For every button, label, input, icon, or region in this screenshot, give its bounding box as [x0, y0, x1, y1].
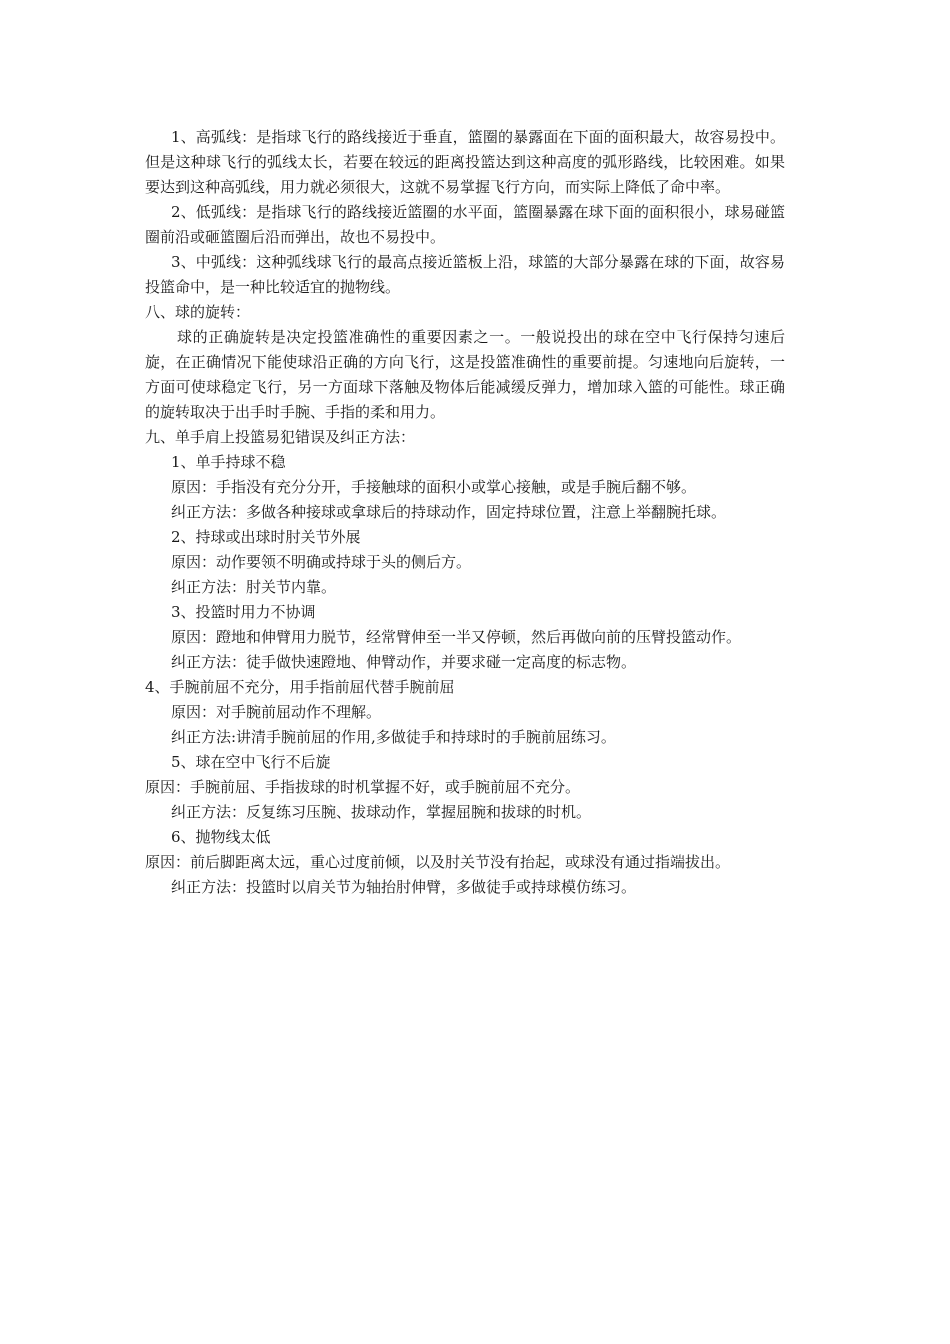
- error-item-fix: 纠正方法：肘关节内靠。: [171, 578, 337, 596]
- error-item-cause: 原因：对手腕前屈动作不理解。: [171, 703, 382, 721]
- error-item-fix: 纠正方法：徒手做快速蹬地、伸臂动作，并要求碰一定高度的标志物。: [171, 653, 637, 671]
- paragraph-high-arc: 1、高弧线：是指球飞行的路线接近于垂直，篮圈的暴露面在下面的面积最大，故容易投中。但是这种球飞行的弧线太长，若要在较远的距离投篮达到这种高度的弧形路线，比较困难。如果要达到这种高弧线，用力就必须很大，这就不易掌握飞行方向，而实际上降低了命中率。: [145, 128, 785, 196]
- error-item-fix: 纠正方法：多做各种接球或拿球后的持球动作，固定持球位置，注意上举翻腕托球。: [171, 503, 727, 521]
- error-item-title: 5、球在空中飞行不后旋: [171, 753, 331, 771]
- paragraph-ball-spin: 球的正确旋转是决定投篮准确性的重要因素之一。一般说投出的球在空中飞行保持匀速后旋，在正确情况下能使球沿正确的方向飞行，这是投篮准确性的重要前提。匀速地向后旋转，一方面可使球稳定飞行，另一方面球下落触及物体后能减缓反弹力，增加球入篮的可能性。球正确的旋转取决于出手时手腕、手指的柔和用力。: [145, 328, 785, 421]
- error-item-cause: 原因：前后脚距离太远，重心过度前倾，以及肘关节没有抬起，或球没有通过指端拔出。: [145, 853, 731, 871]
- section-heading-ball-spin: 八、球的旋转：: [145, 303, 251, 321]
- paragraph-mid-arc: 3、中弧线：这种弧线球飞行的最高点接近篮板上沿，球篮的大部分暴露在球的下面，故容易投篮命中，是一种比较适宜的抛物线。: [145, 253, 785, 296]
- error-item-cause: 原因：手指没有充分分开，手接触球的面积小或掌心接触，或是手腕后翻不够。: [171, 478, 697, 496]
- error-item-title: 2、持球或出球时肘关节外展: [171, 528, 361, 546]
- error-item-title: 3、投篮时用力不协调: [171, 603, 316, 621]
- error-item-cause: 原因：手腕前屈、手指拔球的时机掌握不好，或手腕前屈不充分。: [145, 778, 581, 796]
- section-heading-common-errors: 九、单手肩上投篮易犯错误及纠正方法：: [145, 428, 416, 446]
- error-item-title: 4、手腕前屈不充分，用手指前屈代替手腕前屈: [145, 678, 455, 696]
- document-body: [145, 125, 785, 900]
- error-item-title: 1、单手持球不稳: [171, 453, 286, 471]
- error-item-cause: 原因：动作要领不明确或持球于头的侧后方。: [171, 553, 472, 571]
- error-item-fix: 纠正方法：投篮时以肩关节为轴抬肘伸臂，多做徒手或持球模仿练习。: [171, 878, 637, 896]
- error-item-cause: 原因：蹬地和伸臂用力脱节，经常臂伸至一半又停顿，然后再做向前的压臂投篮动作。: [171, 628, 742, 646]
- paragraph-low-arc: 2、低弧线：是指球飞行的路线接近篮圈的水平面，篮圈暴露在球下面的面积很小，球易碰篮圈前沿或砸篮圈后沿而弹出，故也不易投中。: [145, 203, 785, 246]
- error-item-fix: 纠正方法：反复练习压腕、拔球动作，掌握屈腕和拔球的时机。: [171, 803, 592, 821]
- error-item-title: 6、抛物线太低: [171, 828, 271, 846]
- error-item-fix: 纠正方法:讲清手腕前屈的作用,多做徒手和持球时的手腕前屈练习。: [171, 728, 616, 746]
